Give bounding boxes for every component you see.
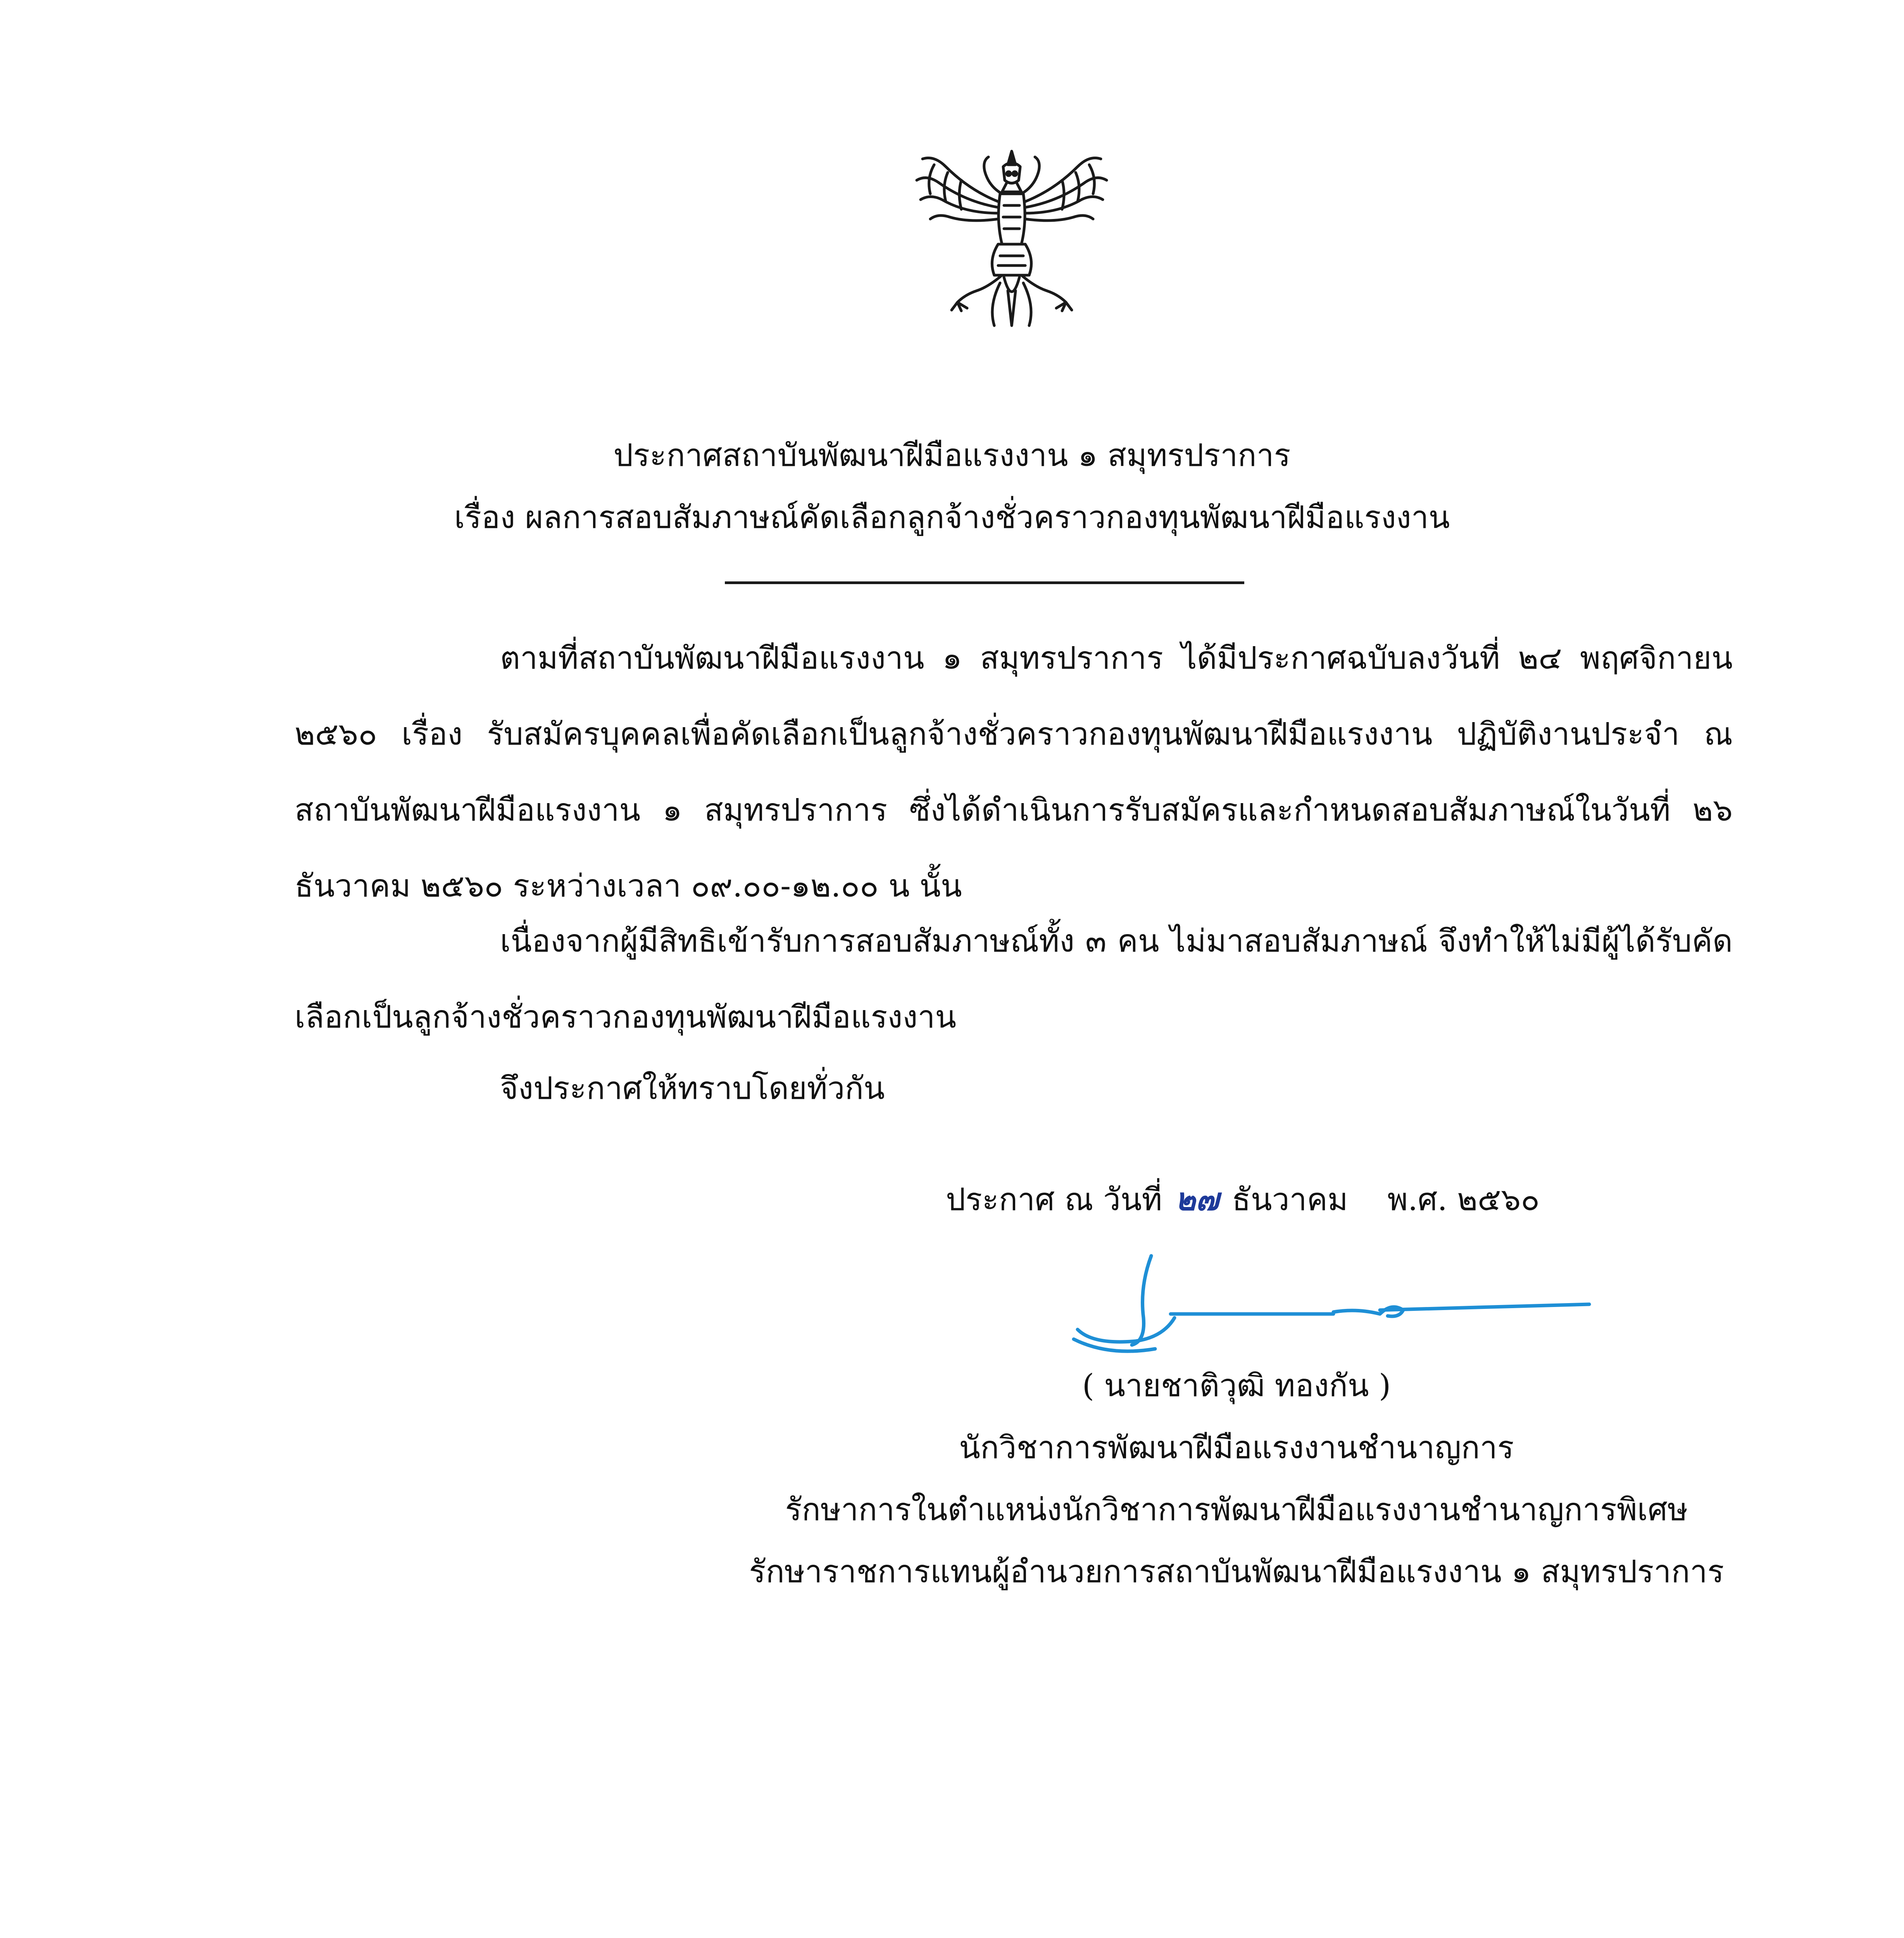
announcement-title: ประกาศสถาบันพัฒนาฝีมือแรงงาน ๑ สมุทรปราการ — [613, 437, 1291, 473]
header-divider — [725, 581, 1244, 584]
announcement-subject: เรื่อง ผลการสอบสัมภาษณ์คัดเลือกลูกจ้างชั่วคราวกองทุนพัฒนาฝีมือแรงงาน — [454, 499, 1450, 535]
body-paragraph-1: ตามที่สถาบันพัฒนาฝีมือแรงงาน ๑ สมุทรปราการ ได้มีประกาศฉบับลงวันที่ ๒๔ พฤศจิกายน ๒๕๖๐ เรื่อง รับสมัครบุคคลเพื่อคัดเลือกเป็นลูกจ้างชั่วคราวกองทุนพัฒนาฝีมือแรงงาน ปฏิบัติงานประจำ ณ สถาบันพัฒนาฝีมือแรงงาน ๑ สมุทรปราการ ซึ่งได้ดำเนินการรับสมัครและกำหนดสอบสัมภาษณ์ในวันที่ ๒๖ ธันวาคม ๒๕๖๐ ระหว่างเวลา ๐๙.๐๐-๑๒.๐๐ น นั้น — [295, 640, 1733, 904]
signatory-name: ( นายชาติวุฒิ ทองกัน ) — [1082, 1367, 1391, 1403]
signatory-position-1: นักวิชาการพัฒนาฝีมือแรงงานชำนาญการ — [959, 1429, 1514, 1466]
body-paragraph-3: จึงประกาศให้ทราบโดยทั่วกัน — [500, 1070, 885, 1106]
signatory-position-3: รักษาราชการแทนผู้อำนวยการสถาบันพัฒนาฝีมือแรงงาน ๑ สมุทรปราการ — [749, 1554, 1724, 1590]
date-month: ธันวาคม — [1232, 1181, 1348, 1217]
date-prefix: ประกาศ ณ วันที่ — [946, 1181, 1162, 1217]
signatory-position-2: รักษาการในตำแหน่งนักวิชาการพัฒนาฝีมือแรงงานชำนาญการพิเศษ — [785, 1491, 1688, 1528]
date-day-handwritten: ๒๗ — [1175, 1181, 1219, 1217]
handwritten-signature — [1062, 1240, 1605, 1364]
date-year: พ.ศ. ๒๕๖๐ — [1387, 1181, 1540, 1217]
garuda-emblem-icon — [911, 143, 1112, 333]
announcement-date — [946, 1178, 1540, 1221]
body-paragraph-2: เนื่องจากผู้มีสิทธิเข้ารับการสอบสัมภาษณ์ทั้ง ๓ คน ไม่มาสอบสัมภาษณ์ จึงทำให้ไม่มีผู้ได้รับคัดเลือกเป็นลูกจ้างชั่วคราวกองทุนพัฒนาฝีมือแรงงาน — [295, 923, 1733, 1035]
